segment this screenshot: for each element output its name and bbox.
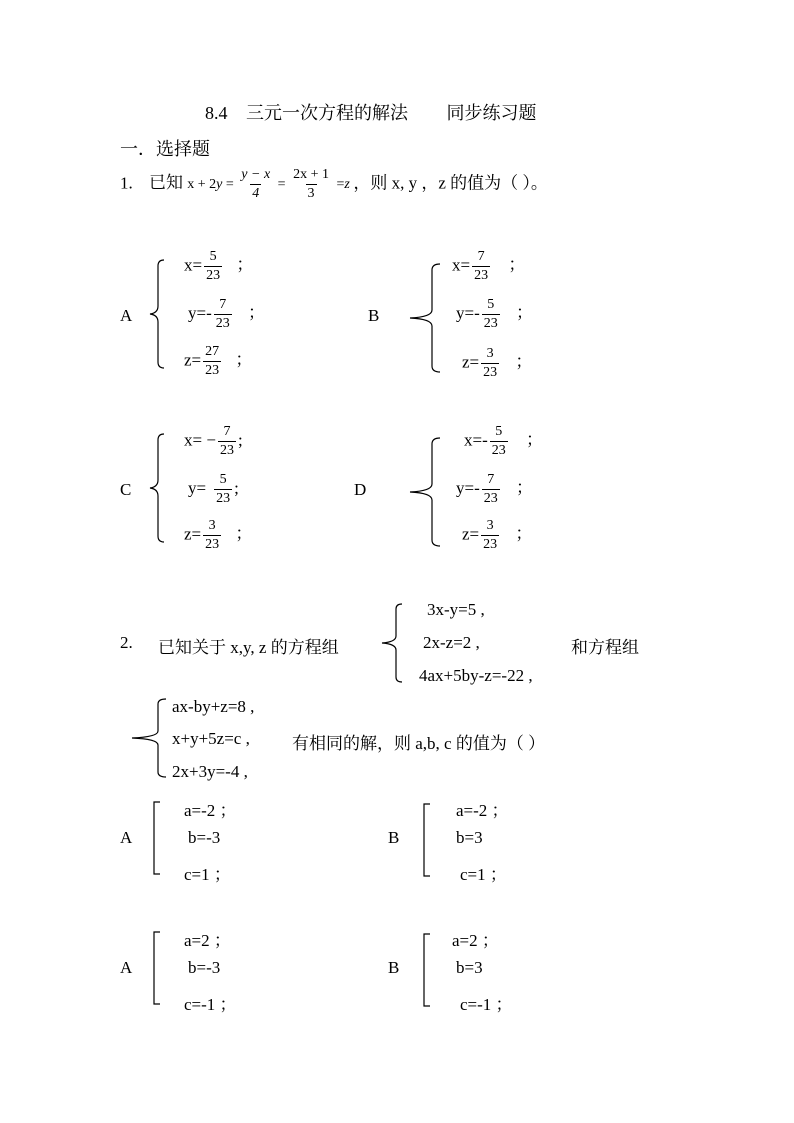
q2-opt4-line3: c=-1 ； [460, 995, 513, 1014]
q2-opt1-line3: c=1 ； [184, 865, 231, 884]
q2-opt3-line3: c=-1 ； [184, 995, 237, 1014]
q1-option-c-label[interactable]: C [120, 480, 132, 499]
q2-system1-line3: 4ax+5by-z=-22 , [419, 666, 533, 685]
q1-prefix: 已知 [149, 173, 183, 193]
q1-b-z: z= $\frac{3}{23}$ ； [462, 346, 533, 380]
q1-c-y: y= $\frac{5}{23}$ ; [188, 472, 239, 506]
title-sub: 同步练习题 [446, 103, 537, 123]
q2-opt4-line2: b=3 [456, 958, 483, 977]
q2-number: 2. [120, 633, 133, 652]
q2-opt1-line2: b=-3 [188, 828, 221, 847]
q2-option-4-label[interactable]: B [388, 958, 400, 977]
q2-opt2-line3: c=1 ； [460, 865, 507, 884]
q1-d-y: y=- $\frac{7}{23}$ ； [456, 472, 533, 506]
q1-option-d-label[interactable]: D [354, 480, 367, 499]
brace-icon [408, 262, 442, 374]
q1-fraction-2: $\frac{2x + 1}{3}$ [293, 167, 329, 201]
q1-number: 1. [120, 173, 133, 193]
title-number: 8.4 [205, 103, 228, 123]
brace-icon [408, 436, 442, 548]
q2-option-3-label[interactable]: A [120, 958, 133, 977]
q1-a-y: y=- $\frac{7}{23}$ ； [188, 297, 265, 331]
q1-c-z: z= $\frac{3}{23}$ ； [184, 518, 253, 552]
brace-icon [148, 432, 166, 544]
bracket-icon [150, 930, 162, 1006]
q2-system2-line1: ax-by+z=8 , [172, 697, 255, 716]
q1-equation: x + 2y = $\frac{y - x}{4}$ = $\frac{2x + 1}{3}$ =z [187, 167, 350, 201]
q1-b-x: x= $\frac{7}{23}$ ； [452, 249, 526, 283]
q2-middle-text: 和方程组 [571, 638, 639, 657]
brace-icon [380, 602, 404, 684]
q2-system1-line1: 3x-y=5 , [427, 600, 485, 619]
bracket-icon [420, 802, 432, 878]
q2-system1-line2: 2x-z=2 , [423, 633, 480, 652]
q2-opt3-line2: b=-3 [188, 958, 221, 977]
q2-opt4-line1: a=2 ； [452, 931, 499, 950]
q2-opt2-line2: b=3 [456, 828, 483, 847]
title-main: 三元一次方程的解法 [246, 103, 408, 123]
q2-opt1-line1: a=-2 ； [184, 801, 237, 820]
bracket-icon [420, 932, 432, 1008]
section-heading: 一．选择题 [120, 139, 210, 159]
q1-c-x: x= − $\frac{7}{23}$ ; [184, 424, 243, 458]
q1-suffix: ，则 x, y ，z 的值为（ ）。 [353, 173, 548, 193]
q1-option-b-label[interactable]: B [368, 306, 380, 325]
q2-option-2-label[interactable]: B [388, 828, 400, 847]
page-title [205, 99, 537, 125]
q1-d-x: x=- $\frac{5}{23}$ ； [464, 424, 543, 458]
q2-option-1-label[interactable]: A [120, 828, 133, 847]
q2-opt3-line1: a=2 ； [184, 931, 231, 950]
q1-option-a-label[interactable]: A [120, 306, 133, 325]
q2-system2-line2: x+y+5z=c , [172, 729, 250, 748]
q1-d-z: z= $\frac{3}{23}$ ； [462, 518, 533, 552]
question-1-stem [120, 168, 548, 201]
q2-suffix: 有相同的解，则 a,b, c 的值为（ ） [292, 734, 546, 753]
brace-icon [148, 258, 166, 370]
q2-opt2-line1: a=-2 ； [456, 801, 509, 820]
bracket-icon [150, 800, 162, 876]
q1-a-x: x= $\frac{5}{23}$ ； [184, 249, 254, 283]
q2-prefix: 已知关于 x,y, z 的方程组 [158, 638, 339, 657]
q2-system2-line3: 2x+3y=-4 , [172, 762, 248, 781]
q1-b-y: y=- $\frac{5}{23}$ ； [456, 297, 533, 331]
brace-icon [130, 697, 168, 779]
q1-a-z: z= $\frac{27}{23}$ ； [184, 344, 253, 378]
q1-fraction-1: $\frac{y - x}{4}$ [241, 167, 271, 201]
